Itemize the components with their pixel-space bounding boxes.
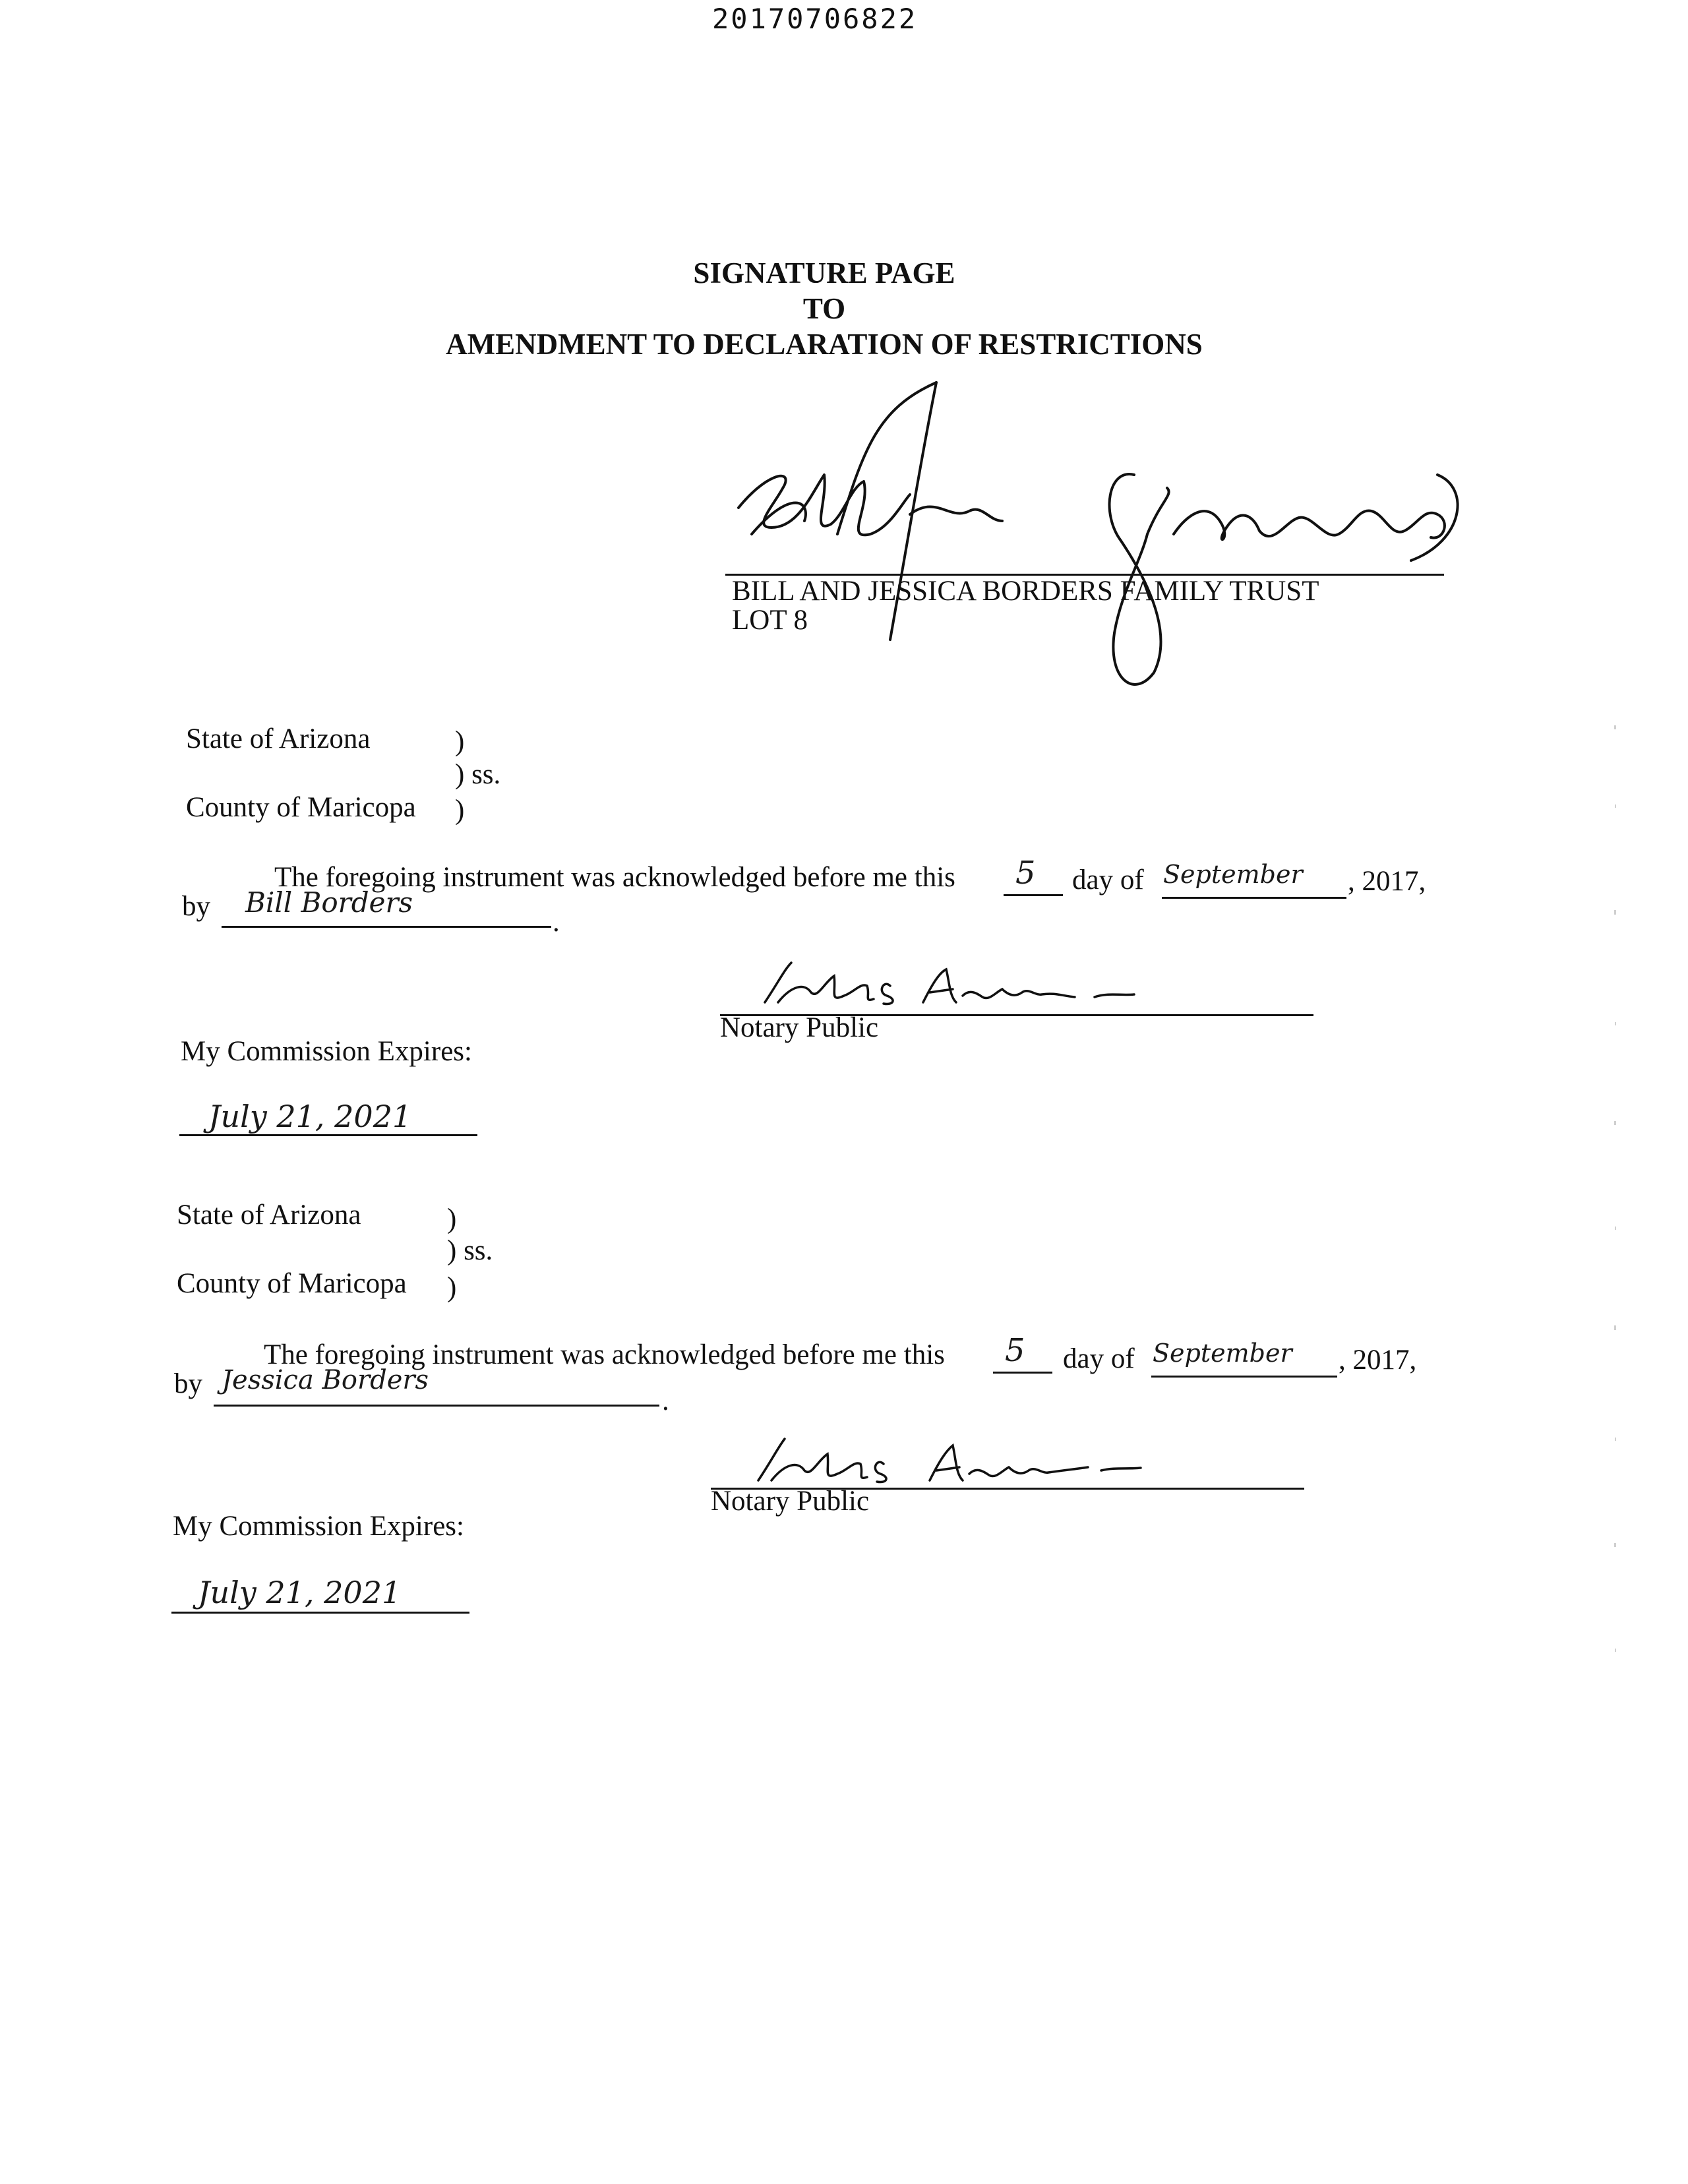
ack-year: , 2017, — [1348, 866, 1426, 897]
commission-date-line — [171, 1612, 469, 1614]
signatory-lot: LOT 8 — [732, 605, 808, 636]
commission-date: July 21, 2021 — [208, 1099, 412, 1134]
signatory-name: BILL AND JESSICA BORDERS FAMILY TRUST — [732, 576, 1319, 607]
venue-state: State of Arizona — [177, 1199, 361, 1230]
ack-day: 5 — [1015, 855, 1036, 892]
ack-day-line — [993, 1372, 1052, 1374]
venue-county: County of Maricopa — [177, 1268, 407, 1299]
notary-label: Notary Public — [720, 1012, 879, 1043]
ack-signer: Jessica Borders — [222, 1365, 429, 1395]
venue-ss: ) ss. — [455, 759, 501, 790]
ack-month-line — [1151, 1376, 1337, 1378]
ack-text: The foregoing instrument was acknowledged before me this — [264, 1339, 945, 1370]
commission-label: My Commission Expires: — [181, 1036, 472, 1067]
ack-text: The foregoing instrument was acknowledged before me this — [274, 862, 955, 893]
venue-state: State of Arizona — [186, 723, 371, 754]
venue-paren-close: ) — [455, 795, 465, 826]
ack-day-of: day of — [1072, 864, 1144, 895]
heading-line-2: TO — [802, 292, 846, 325]
venue-county: County of Maricopa — [186, 792, 416, 823]
ack-signer-line — [222, 926, 551, 928]
venue-paren-open: ) — [447, 1203, 457, 1234]
owner-signatures — [712, 369, 1490, 699]
ack-month: September — [1163, 860, 1303, 889]
heading-line-1: SIGNATURE PAGE — [693, 257, 955, 289]
ack-day-of: day of — [1063, 1343, 1135, 1374]
venue-paren-close: ) — [447, 1272, 457, 1303]
venue-ss: ) ss. — [447, 1235, 493, 1266]
commission-label: My Commission Expires: — [173, 1511, 464, 1542]
ack-year: , 2017, — [1339, 1345, 1417, 1376]
ack-by: by — [174, 1368, 202, 1399]
venue-paren-open: ) — [455, 726, 465, 757]
ack-day: 5 — [1005, 1332, 1025, 1369]
commission-date: July 21, 2021 — [198, 1575, 402, 1610]
ack-signer-line — [214, 1405, 659, 1407]
ack-by: by — [182, 891, 210, 922]
ack-month-line — [1162, 897, 1346, 899]
commission-date-line — [179, 1134, 477, 1136]
document-number: 20170706822 — [712, 3, 918, 35]
notary-signature — [752, 956, 1213, 1016]
ack-month: September — [1153, 1339, 1292, 1368]
notary-signature — [745, 1431, 1207, 1490]
heading-line-3: AMENDMENT TO DECLARATION OF RESTRICTIONS — [446, 328, 1203, 361]
ack-period: . — [662, 1385, 669, 1416]
notary-label: Notary Public — [711, 1486, 870, 1517]
ack-day-line — [1004, 894, 1063, 896]
scan-artifacts — [1609, 712, 1622, 1714]
ack-period: . — [553, 907, 560, 938]
ack-signer: Bill Borders — [245, 886, 413, 919]
